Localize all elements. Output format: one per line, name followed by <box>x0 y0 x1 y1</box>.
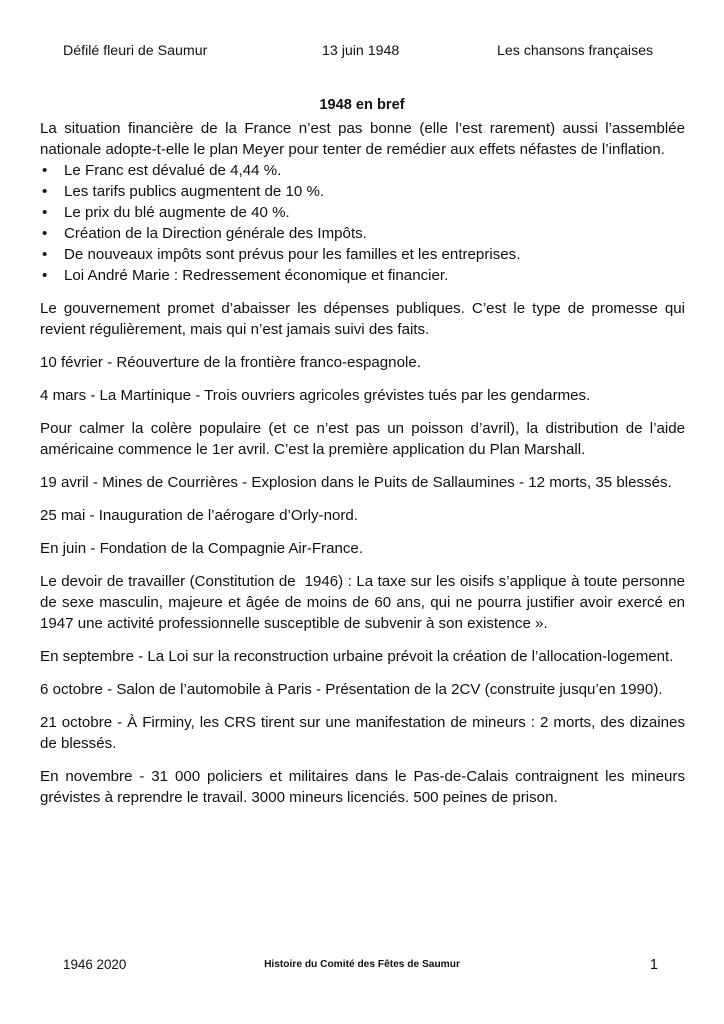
body-paragraph: En septembre - La Loi sur la reconstruction urbaine prévoit la création de l’allocation-logement. <box>40 648 674 665</box>
list-item-label: Le prix du blé augmente de 40 %. <box>64 204 290 221</box>
list-item <box>40 223 685 244</box>
body-paragraph: 19 avril - Mines de Courrières - Explosion dans le Puits de Sallaumines - 12 morts, 35 blessés. <box>40 474 672 491</box>
list-item-label: De nouveaux impôts sont prévus pour les familles et les entreprises. <box>64 246 521 263</box>
body-paragraph: 6 octobre - Salon de l’automobile à Paris - Présentation de la 2CV (construite jusqu’en 1990). <box>40 681 663 698</box>
body-paragraph: En juin - Fondation de la Compagnie Air-France. <box>40 540 364 557</box>
page-title: 1948 en bref <box>319 96 405 113</box>
list-item-label: Les tarifs publics augmentent de 10 %. <box>64 183 325 200</box>
list-item <box>40 244 685 265</box>
body-paragraph: Le gouvernement promet d’abaisser les dépenses publiques. C’est le type de promesse qui revient régulièrement, mais qui n’est jamais suivi des faits. <box>40 300 690 338</box>
list-item <box>40 202 685 223</box>
running-header <box>40 40 684 62</box>
body-paragraph: 21 octobre - À Firminy, les CRS tirent sur une manifestation de mineurs : 2 morts, des dizaines de blessés. <box>40 714 690 752</box>
bullet-icon: • <box>42 267 48 284</box>
header-left-text: Défilé fleuri de Saumur <box>63 43 208 59</box>
list-item-label: Loi André Marie : Redressement économique et financier. <box>64 267 449 284</box>
list-item-label: Le Franc est dévalué de 4,44 %. <box>64 162 282 179</box>
list-item <box>40 265 685 286</box>
body-paragraph: Le devoir de travailler (Constitution de 1946) : La taxe sur les oisifs s’applique à toute personne de sexe masculin, majeure et âgée de moins de 60 ans, qui ne pourra justifier avoir exercé en 1947 une activité professionnelle susceptible de subvenir à son existence ». <box>40 573 690 632</box>
header-date-text: 13 juin 1948 <box>322 43 400 59</box>
bullet-icon: • <box>42 162 48 179</box>
bullet-icon: • <box>42 225 48 242</box>
document-body <box>40 118 690 820</box>
footer-year-range: 1946 2020 <box>63 957 127 972</box>
footer-source-title: Histoire du Comité des Fêtes de Saumur <box>264 959 460 970</box>
list-item <box>40 160 685 181</box>
bullet-icon: • <box>42 183 48 200</box>
bullet-icon: • <box>42 246 48 263</box>
running-footer <box>40 955 684 975</box>
intro-paragraph: La situation financière de la France n’est pas bonne (elle l’est rarement) aussi l’assemblée nationale adopte-t-elle le plan Meyer pour tenter de remédier aux effets néfastes de l’inflation. <box>40 120 690 158</box>
body-paragraph: Pour calmer la colère populaire (et ce n’est pas un poisson d’avril), la distribution de l’aide américaine commence le 1er avril. C’est la première application du Plan Marshall. <box>40 420 690 458</box>
body-paragraph: 25 mai - Inauguration de l’aérogare d’Orly-nord. <box>40 507 358 524</box>
body-paragraph: 10 février - Réouverture de la frontière franco-espagnole. <box>40 354 421 371</box>
body-paragraph: 4 mars - La Martinique - Trois ouvriers agricoles grévistes tués par les gendarmes. <box>40 387 591 404</box>
list-item-label: Création de la Direction générale des Impôts. <box>64 225 367 242</box>
page-number: 1 <box>649 957 658 973</box>
body-paragraph: En novembre - 31 000 policiers et militaires dans le Pas-de-Calais contraignent les mineurs grévistes à reprendre le travail. 3000 mineurs licenciés. 500 peines de prison. <box>40 768 690 806</box>
bullet-icon: • <box>42 204 48 221</box>
header-right-text: Les chansons françaises <box>497 43 654 59</box>
list-item <box>40 181 685 202</box>
measures-bullet-list <box>40 160 685 286</box>
